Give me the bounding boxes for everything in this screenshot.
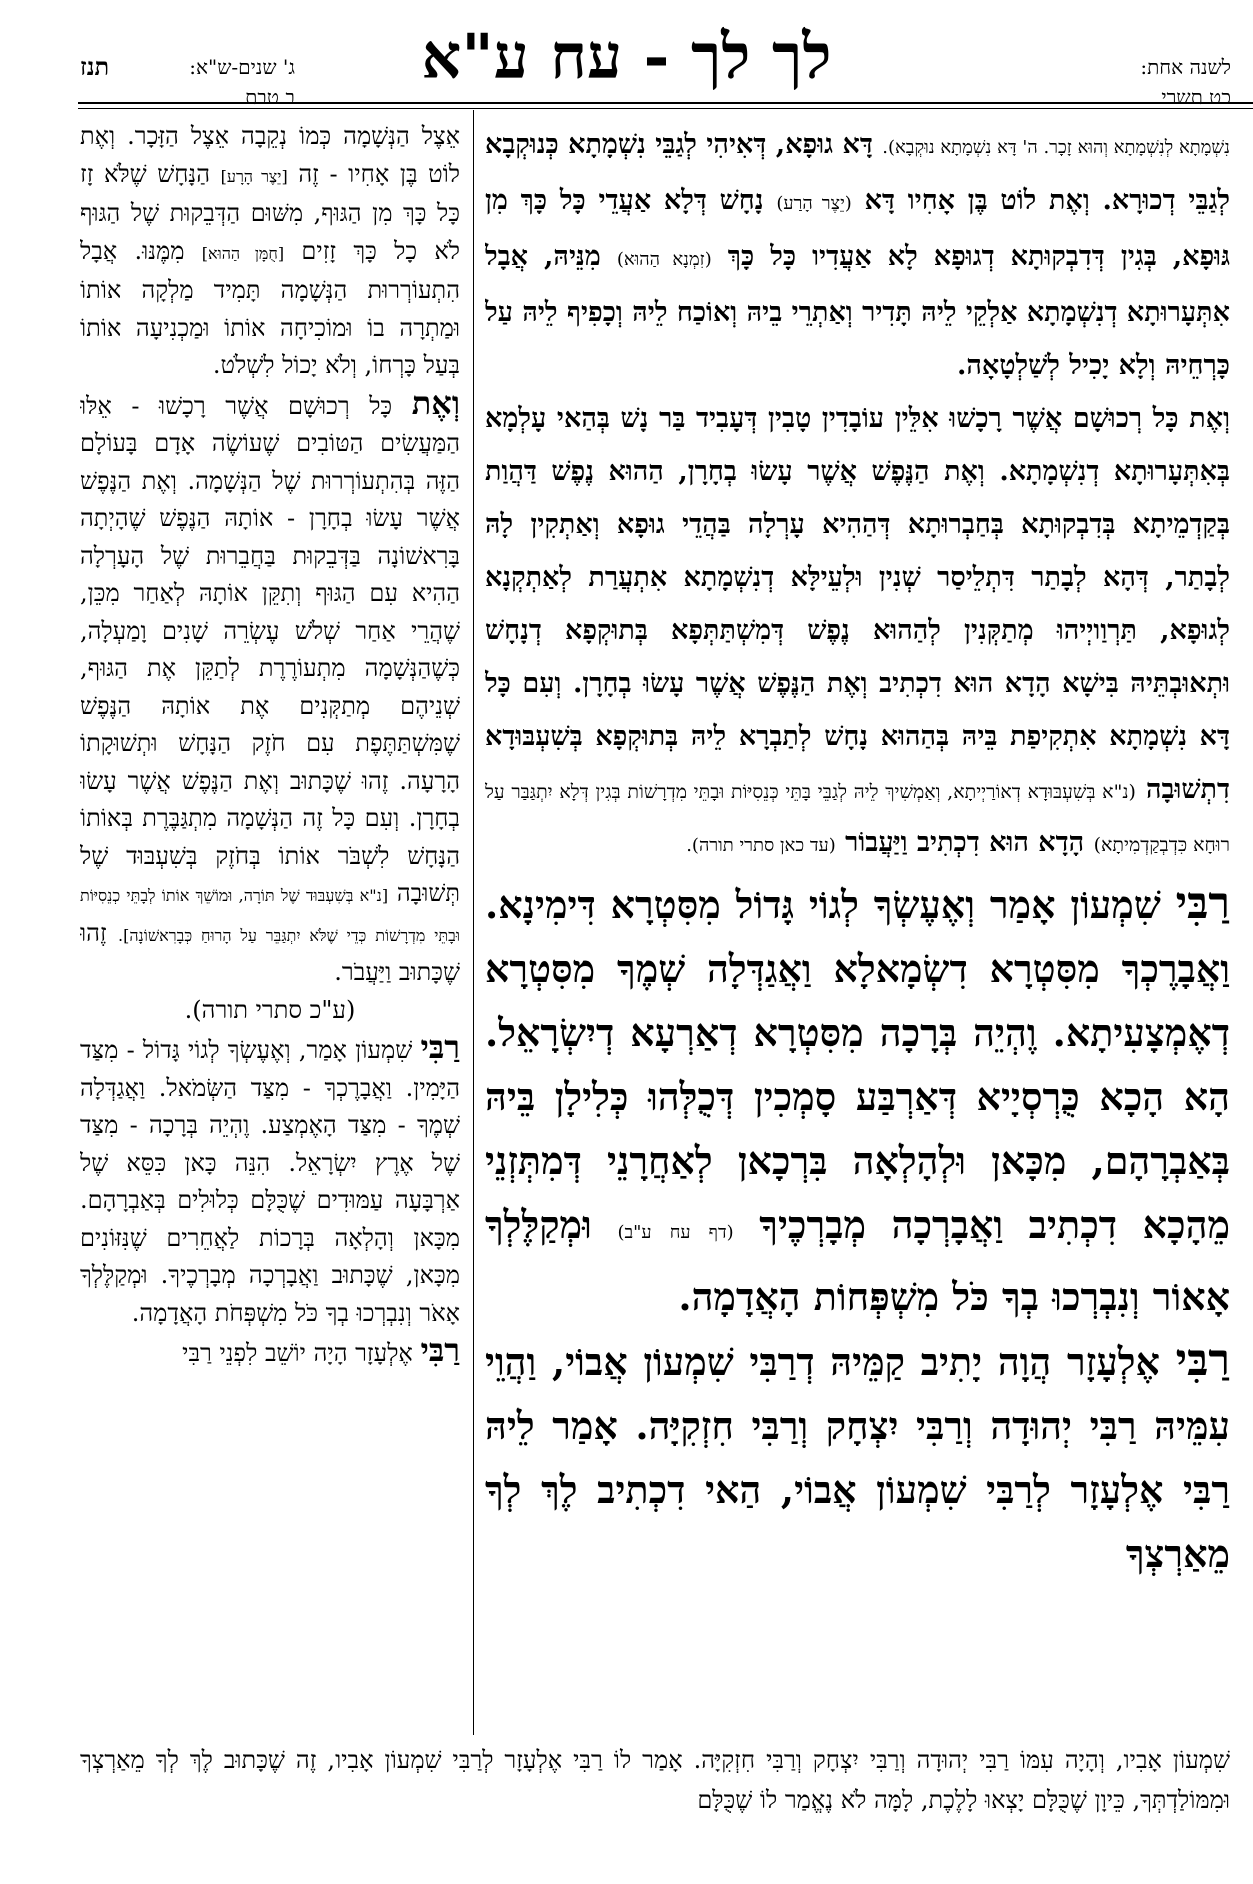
side-text: זֶהוּ שֶׁכָּתוּב וַיַּעֲבֹר. — [80, 918, 460, 986]
main-lead-word: רַבִּי — [1175, 1335, 1230, 1386]
side-paragraph-4 — [80, 1332, 460, 1373]
main-section-end: (עד כאן סתרי תורה). — [686, 835, 836, 856]
header-rule — [78, 102, 1253, 104]
side-paragraph-1 — [80, 118, 460, 385]
main-bracket-note: (זִמְנָא הַהוּא) — [616, 249, 712, 270]
side-text: אֶלְעָזָר הָיָה יוֹשֵׁב לִפְנֵי רַבִּי — [182, 1339, 413, 1367]
side-bracket-note: [חֻמָּן הַהוּא] — [201, 243, 285, 263]
side-lead-word: רַבִּי — [420, 1331, 460, 1369]
main-paragraph-4 — [485, 1329, 1230, 1586]
column-divider — [473, 110, 474, 1735]
page-header — [0, 0, 1253, 110]
side-bracket-note: [יֵצֶר הָרָע] — [220, 166, 288, 186]
side-text: שִׁמְעוֹן אָמַר, וְאֶעֶשְׂךָ לְגוֹי גָּדוֹל - מִצַּד הַיָּמִין. וַאֲבָרֶכְךָ - מִצַּד הַשְּׂמֹאל. וַאֲגַדְּלָה שְׁמֶךָ - מִצַּד הָאֶמְצַע. וֶהְיֵה בְּרָכָה - מִצַּד שֶׁל אֶרֶץ יִשְׂרָאֵל. הִנֵּה כָּאן כִּסֵּא שֶׁל אַרְבָּעָה עַמּוּדִים שֶׁכֻּלָּם כְּלוּלִים בְּאַבְרָהָם. מִכָּאן וְהָלְאָה בְּרָכוֹת לַאֲחֵרִים שֶׁנִּזּוֹנִים מִכָּאן, שֶׁכָּתוּב וַאֲבָרְכָה מְבָרְכֶיךָ. וּמְקַלֶּלְךָ אָאֹר וְנִבְרְכוּ בְךָ כֹּל מִשְׁפְּחֹת הָאֲדָמָה. — [80, 1036, 460, 1327]
side-paragraph-3 — [80, 1029, 460, 1332]
main-text: אֶלְעָזָר הֲוָה יָתִיב קַמֵּיהּ דְרַבִּי שִׁמְעוֹן אֲבוֹי, וַהֲוֵי עִמֵּיהּ רַבִּי יְהוּדָה וְרַבִּי יִצְחָק וְרַבִּי חִזְקִיָּה. אָמַר לֵיהּ רַבִּי אֶלְעָזָר לְרַבִּי שִׁמְעוֹן אֲבוֹי, הַאי דִכְתִיב לֶךְ לְךָ מֵאַרְצְךָ — [485, 1339, 1230, 1576]
main-paragraph-3 — [485, 872, 1230, 1329]
main-lead-word: רַבִּי — [1175, 878, 1230, 929]
side-lead-word: רַבִּי — [420, 1028, 460, 1066]
main-folio-marker: (דף עח ע"ב) — [617, 1222, 734, 1243]
main-bracket-note: (יֵצֶר הָרַע) — [776, 193, 852, 214]
header-date: כט תשרי — [1161, 85, 1231, 109]
header-cycle-date: ב טבת — [245, 85, 295, 109]
main-text: מִנֵּיהּ, אֲבָל אִתְּעָרוּתָא דְנִשְׁמָתָא אַלְקֵי לֵיהּ תָּדִיר וְאַתְרֵי בֵיהּ וְאוֹכַח לֵיהּ וְכָפִיף לֵיהּ עַל כָּרְחֵיהּ וְלָא יָכִיל לְשַׁלְטָאָה. — [485, 241, 1230, 381]
page-number: תנז — [80, 52, 110, 81]
side-text: מִמֶּנּוּ. אֲבָל הִתְעוֹרְרוּת הַנְּשָׁמָה תָּמִיד מַלְקָה אוֹתוֹ וּמַתְרָה בוֹ וּמוֹכִיחָה אוֹתוֹ וּמַכְנִיעָה אוֹתוֹ בְּעַל כָּרְחוֹ, וְלֹא יָכוֹל לִשְׁלֹט. — [80, 236, 460, 379]
header-rule-thin — [78, 108, 1253, 109]
side-text: כָּל רְכוּשָׁם אֲשֶׁר רָכָשׁוּ - אֵלּוּ הַמַּעֲשִׂים הַטּוֹבִים שֶׁעוֹשֶׂה אָדָם בָּעוֹלָם הַזֶּה בְּהִתְעוֹרְרוּת שֶׁל הַנְּשָׁמָה. וְאֶת הַנֶּפֶשׁ אֲשֶׁר עָשׂוּ בְחָרָן - אוֹתָהּ הַנֶּפֶשׁ שֶׁהָיְתָה בָּרִאשׁוֹנָה בַּדְּבֵקוּת בַּחֲבֵרוּת שֶׁל הָעָרְלָה הַהִיא עִם הַגּוּף וְתִקֵּן אוֹתָהּ לְאַחַר מִכֵּן, שֶׁהֲרֵי אַחַר שְׁלֹשׁ עֶשְׂרֵה שָׁנִים וָמַעְלָה, כְּשֶׁהַנְּשָׁמָה מִתְעוֹרֶרֶת לְתַקֵּן אֶת הַגּוּף, שְׁנֵיהֶם מְתַקְּנִים אֶת אוֹתָהּ הַנֶּפֶשׁ שֶׁמִּשְׁתַּתֶּפֶת עִם חֹזֶק הַנָּחָשׁ וּתְשׁוּקָתוֹ הָרָעָה. זֶהוּ שֶׁכָּתוּב וְאֶת הַנֶּפֶשׁ אֲשֶׁר עָשׂוּ בְחָרָן. וְעִם כָּל זֶה הַנְּשָׁמָה מִתְגַּבֶּרֶת בְּאוֹתוֹ הַנָּחָשׁ לִשְׁבֹּר אוֹתוֹ בְּחֹזֶק בְּשִׁעְבּוּד שֶׁל תְּשׁוּבָה — [80, 391, 460, 907]
side-text: אֵצֶל הַנְּשָׁמָה כְּמוֹ נְקֵבָה אֵצֶל הַזָּכָר. וְאֶת לוֹט בֶּן אָחִיו - זֶה — [80, 122, 460, 188]
main-text: וּמְקַלֶּלְךָ אָאוֹר וְנִבְרְכוּ בְךָ כֹּל מִשְׁפְּחוֹת הָאֲדָמָה. — [485, 1202, 1230, 1319]
page-title: לך לך - עח ע"א — [421, 20, 832, 93]
header-year-label: לשנה אחת: — [1140, 55, 1231, 79]
main-text: הָדָא הוּא דִכְתִיב וַיַּעֲבוֹר — [845, 827, 1085, 858]
main-paragraph-2 — [485, 392, 1230, 872]
bottom-continuation — [80, 1740, 1230, 1850]
main-text: שִׁמְעוֹן אָמַר וְאֶעֶשְׂךָ לְגוֹי גָּדוֹל מִסִּטְרָא דִּימִינָא. וַאֲבָרֶכְךָ מִסִּטְרָא דִשְׂמָאלָא וַאֲגַדְּלָה שְׁמֶךָ מִסִּטְרָא דְאֶמְצָעִיתָא. וֶהְיֵה בְּרָכָה מִסִּטְרָא דְאַרְעָא דְיִשְׂרָאֵל. הָא הָכָא כֻּרְסְיָיא דְּאַרְבַּע סָמְכִין דְּכֻלְּהוּ כְּלִילָן בֵּיהּ בְּאַבְרָהָם, מִכָּאן וּלְהָלְאָה בִּרְכָאן לְאַחֲרָנֵי דְּמִתְּזְנֵי מֵהָכָא דִכְתִיב וַאֲבָרְכָה מְבָרְכֶיךָ — [485, 882, 1230, 1247]
bottom-text: שִׁמְעוֹן אָבִיו, וְהָיָה עִמּוֹ רַבִּי יְהוּדָה וְרַבִּי יִצְחָק וְרַבִּי חִזְקִיָּה. אָמַר לוֹ רַבִּי אֶלְעָזָר לְרַבִּי שִׁמְעוֹן אָבִיו, זֶה שֶׁכָּתוּב לֶךְ לְךָ מֵאַרְצְךָ וּמִמּוֹלַדְתְּךָ, כֵּיוָן שֶׁכֻּלָּם יָצְאוּ לָלֶכֶת, לָמָּה לֹא נֶאֱמַר לוֹ שֶׁכֻּלָּם — [80, 1746, 1230, 1814]
main-text-column — [485, 118, 1230, 1730]
header-cycle-label: ג' שנים-ש"א: — [189, 55, 295, 79]
side-text: הַנָּחָשׁ שֶׁלֹּא זָז כָּל כָּךְ מִן הַגּוּף, מִשּׁוּם הַדְּבֵקוּת שֶׁל הַגּוּף לֹא כָל כָּךְ זָזִים — [80, 159, 460, 265]
main-paragraph-1 — [485, 118, 1230, 392]
main-text: נָחָשׁ דְּלָא אַעֲדֵי כָּל כָּךְ מִן גּוּפָא, בְּגִין דְּדִבְקוּתָא דְגוּפָא לָא אַעֲדִיו כָּל כָּךְ — [485, 185, 1230, 272]
main-text: דָּא גוּפָא, דְּאִיהִי לְגַבֵּי נִשְׁמָתָא כְּנוּקְבָא לְגַבֵּי דְכוּרָא. וְאֶת לוֹט בֶּן אָחִיו דָּא — [485, 129, 1230, 216]
translation-column — [80, 118, 460, 1730]
side-paragraph-2 — [80, 385, 460, 992]
main-text: וְאֶת כָּל רְכוּשָׁם אֲשֶׁר רָכָשׁוּ אִלֵּין עוֹבָדִין טָבִין דְּעָבִיד בַּר נָשׁ בְּהַאי עָלְמָא בְּאִתְּעָרוּתָא דְנִשְׁמָתָא. וְאֶת הַנֶּפֶשׁ אֲשֶׁר עָשׂוּ בְחָרָן, הַהוּא נֶפֶשׁ דַּהֲוַת בְּקַדְמֵיתָא בְּדִבְקוּתָא בְּחַבְרוּתָא דְּהַהִיא עָרְלָה בַּהֲדֵי גוּפָא וְאַתְקִין לָהּ לְבָתַר, דְּהָא לְבָתַר דִּתְלֵיסַר שְׁנִין וּלְעֵילָּא דְנִשְׁמָתָא אִתְעֲרַת לְאַתְקְנָא לְגוּפָא, תַּרְוַויְיהוּ מְתַקְּנִין לְהַהוּא נֶפֶשׁ דְּמִשְׁתַּתְּפָא בְּתוּקְפָא דְנָחָשׁ וּתְאוּבְתֵּיהּ בִּישָׁא הָדָא הוּא דִכְתִיב וְאֶת הַנֶּפֶשׁ אֲשֶׁר עָשׂוּ בְחָרָן. וְעִם כָּל דָּא נִשְׁמָתָא אִתְקִיפַת בֵּיהּ בְּהַהוּא נָחָשׁ לְתַבְרָא לֵיהּ בְּתוּקְפָא בְּשִׁעְבּוּדָא דִתְשׁוּבָה — [485, 403, 1230, 805]
main-variant-note: (נ"א בְּשִׁעְבּוּדָא דְאוֹרַיְיתָא, וְאַמְשִׁיךְ לֵיהּ לְגַבֵּי בָּתֵּי כְּנֵסִיּוֹת וּבָתֵּי מִדְרָשׁוֹת בְּגִין דְּלָא יִתְגַּבַּר עַל רוּחָא כִּדְבְקַדְמִיתָא) — [485, 781, 1230, 856]
main-opening-small: נִשְׁמָתָא לְנִשְׁמָתָא וְהוּא זָכָר. ה' דָּא נִשְׁמָתָא נוּקְבָא). — [882, 137, 1230, 158]
side-variant-note: [נ"א בְּשִׁעְבּוּד שֶׁל תּוֹרָה, וּמוֹשֵׁךְ אוֹתוֹ לְבָתֵּי כְנֵסִיּוֹת וּבָתֵּי מִדְרָשׁוֹת כְּדֵי שֶׁלֹּא יִתְגַּבֵּר עַל הָרוּחַ כְּבָרִאשׁוֹנָה]. — [80, 886, 460, 945]
side-lead-word: וְאֶת — [411, 383, 460, 422]
side-section-end: (ע"כ סתרי תורה). — [184, 995, 356, 1024]
